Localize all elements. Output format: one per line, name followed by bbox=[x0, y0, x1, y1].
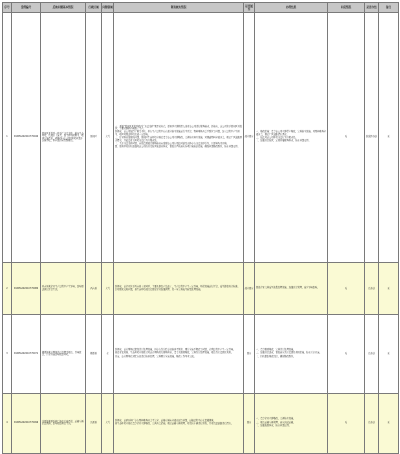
case-accountability: 无 bbox=[328, 315, 365, 393]
result-paragraph: 三、加强监督检查，防止问题反弹。 bbox=[256, 423, 291, 427]
case-region: 原州区 bbox=[86, 13, 102, 263]
finding-paragraph: 三、关于违法采砂问题，自然资源部门现场核查未发现该公司在周边河道及山体存在违法采砂行为，其原料均为外购。 bbox=[115, 141, 229, 145]
case-verdict: 属实 bbox=[244, 315, 255, 393]
col-header: 受理编号 bbox=[12, 3, 41, 13]
col-header: 反映问题基本情况 bbox=[41, 3, 86, 13]
finding-paragraph: 经调查，该企业位于西吉县工业园区，主要从事农产品加工，生产过程中产生一定异味，环保设施运行正常，废气排放符合标准。 bbox=[115, 284, 240, 288]
case-summary: 泾源县某砂石料厂扬尘污染严重，运输车辆沿途洒落，影响周边居民生活。 bbox=[41, 393, 86, 453]
case-region: 泾源县 bbox=[86, 393, 102, 453]
case-summary: 隆德县某养殖场粪污处理不规范，臭味扰民，污水外流影响周边环境。 bbox=[41, 315, 86, 393]
result-paragraph: 一、责令限期整改，完善粪污处理设施。 bbox=[256, 348, 296, 352]
case-result bbox=[255, 393, 328, 453]
row-number: 1 bbox=[3, 13, 12, 263]
case-findings bbox=[114, 315, 244, 393]
row-number: 3 bbox=[3, 315, 12, 393]
case-field: 水 bbox=[102, 315, 114, 393]
case-accountability: 无 bbox=[328, 263, 365, 315]
result-paragraph: 一、整改措施：责令该公司立即停产整改，完善防尘设施，对物料堆场全部苫盖，规范厂区道路清扫洒水。 bbox=[256, 130, 326, 136]
col-header: 问责情况 bbox=[328, 3, 365, 13]
case-table bbox=[2, 2, 399, 454]
col-header: 备注 bbox=[379, 3, 399, 13]
case-findings bbox=[114, 263, 244, 315]
case-findings bbox=[114, 13, 244, 263]
case-summary: 西吉县某企业生产过程中产生异味，影响周边居民正常生活。 bbox=[41, 263, 86, 315]
finding-paragraph: 目前，该养殖场已对贮存池进行防渗处理，完善雨污分流设施，整改工作基本完成。 bbox=[115, 354, 196, 358]
result-paragraph: 二、规范运输车辆管理，落实密闭运输。 bbox=[256, 420, 296, 424]
case-code: D1DEA202210770040 bbox=[12, 13, 41, 263]
case-field: 大气 bbox=[102, 13, 114, 263]
result-paragraph: 一、责令企业立即整改，完善防尘设施。 bbox=[256, 417, 296, 421]
col-header: 是否办结 bbox=[365, 3, 379, 13]
finding-paragraph: 经调查，该砂石料厂存在物料堆场苫盖不完全、运输车辆未全部密闭等问题，运输过程中存在遗撒现象。 bbox=[115, 418, 216, 422]
finding-paragraph: 经调查，该养殖场已建设粪污处理设施，但存在粪污贮存池防渗不到位、雨污分流不彻底等问题，养殖过程中产生一定臭味。 bbox=[115, 348, 236, 352]
finding-paragraph: 四、原州区将持续加强对该公司的日常监管和巡查检查，督促其严格落实各项污染防治措施，确保问题整改到位，防止问题反弹。 bbox=[115, 145, 240, 149]
case-status: 阶段性办结 bbox=[365, 13, 379, 263]
finding-paragraph: 县农业农村局、生态环境分局联合对该养殖场进行现场检查，责令其限期整改，完善粪污处理设施，规范粪污资源化利用。 bbox=[115, 351, 234, 355]
case-status: 已办结 bbox=[365, 393, 379, 453]
case-note: 无 bbox=[379, 13, 399, 263]
finding-paragraph: 一、开展“原州区开发区砂石厂违法采砂”案件转办后，原州区立即组织人员对该公司进行现场核查，经核实，该公司位于原州区开发区，主要从事砂石料加工生产。 bbox=[115, 124, 242, 131]
case-result bbox=[255, 263, 328, 315]
case-summary: 原州区开发区一砂石厂违法采砂，破坏生态环境，造成水土流失，加工砂石时粉尘、噪声污染严重，2022年该公司因环境问题多次被举报，但问题仍未得到解决。 bbox=[41, 13, 86, 263]
row-number: 4 bbox=[3, 393, 12, 453]
col-header: 调查核实情况 bbox=[114, 3, 244, 13]
case-verdict: 属实 bbox=[244, 393, 255, 453]
case-code: D1DEA202210770080 bbox=[12, 263, 41, 315]
case-field: 大气 bbox=[102, 393, 114, 453]
case-note: 无 bbox=[379, 263, 399, 315]
col-header: 问题领域 bbox=[102, 3, 114, 13]
case-result bbox=[255, 13, 328, 263]
row-number: 2 bbox=[3, 263, 12, 315]
result-paragraph: 三、持续跟踪整改进度，确保整改到位。 bbox=[256, 354, 296, 358]
case-note: 无 bbox=[379, 315, 399, 393]
case-verdict: 部分属实 bbox=[244, 13, 255, 263]
case-result bbox=[255, 315, 328, 393]
col-header: 是否属实 bbox=[245, 4, 253, 11]
table-row bbox=[3, 393, 399, 453]
case-status: 已办结 bbox=[365, 315, 379, 393]
case-status: 已办结 bbox=[365, 263, 379, 315]
case-verdict: 部分属实 bbox=[244, 263, 255, 315]
result-paragraph: 督促企业完善废气收集处理设施，加强日常管理，减少异味影响。 bbox=[256, 286, 320, 290]
case-accountability: 无 bbox=[328, 393, 365, 453]
table-row bbox=[3, 315, 399, 393]
finding-paragraph: 经调查，该公司取得了相关手续，但在生产过程中存在部分防尘设施运行不正常、物料堆场苫盖不到位等问题，加工过程中产生粉尘、噪声对周边环境造成一定影响。 bbox=[115, 130, 240, 136]
result-paragraph: 二、加强日常巡查，督促落实粪污资源化利用措施，防止污水外流。 bbox=[256, 351, 322, 355]
table-header-row bbox=[3, 3, 399, 13]
case-field: 大气 bbox=[102, 263, 114, 315]
finding-paragraph: 县生态环境分局已责令企业立即整改，完善苫盖措施，规范运输车辆管理，对进出车辆进行冲洗，并对沿途道路进行清扫。 bbox=[115, 422, 234, 426]
case-findings bbox=[114, 393, 244, 453]
case-note: 无 bbox=[379, 393, 399, 453]
table-row bbox=[3, 13, 399, 263]
result-paragraph: 二、依法对该公司环境违法行为立案查处。 bbox=[256, 136, 298, 140]
table-row bbox=[3, 263, 399, 315]
case-region: 隆德县 bbox=[86, 315, 102, 393]
col-header: 序号 bbox=[3, 3, 12, 13]
col-header: 行政区域 bbox=[86, 3, 102, 13]
finding-paragraph: 二、针对检查发现的问题，原州区生态环境分局已责令该公司立即整改，完善防尘抑尘设施，对裸露物料全部苫盖，规范厂区道路洒水降尘，并依法对其环境违法行为立案查处。 bbox=[115, 136, 242, 142]
case-accountability: 无 bbox=[328, 13, 365, 263]
finding-paragraph: 针对群众反映问题，县生态环境部门已督促企业加强管理，进一步完善废气收集处理设施。 bbox=[115, 287, 203, 291]
case-code: D1DEA202210770071 bbox=[12, 315, 41, 393]
case-code: D1DEA202210770096 bbox=[12, 393, 41, 453]
case-region: 西吉县 bbox=[86, 263, 102, 315]
result-paragraph: 三、加强日常监管，定期开展现场检查，防止问题反弹。 bbox=[256, 139, 311, 143]
col-header: 办理结果 bbox=[255, 3, 328, 13]
